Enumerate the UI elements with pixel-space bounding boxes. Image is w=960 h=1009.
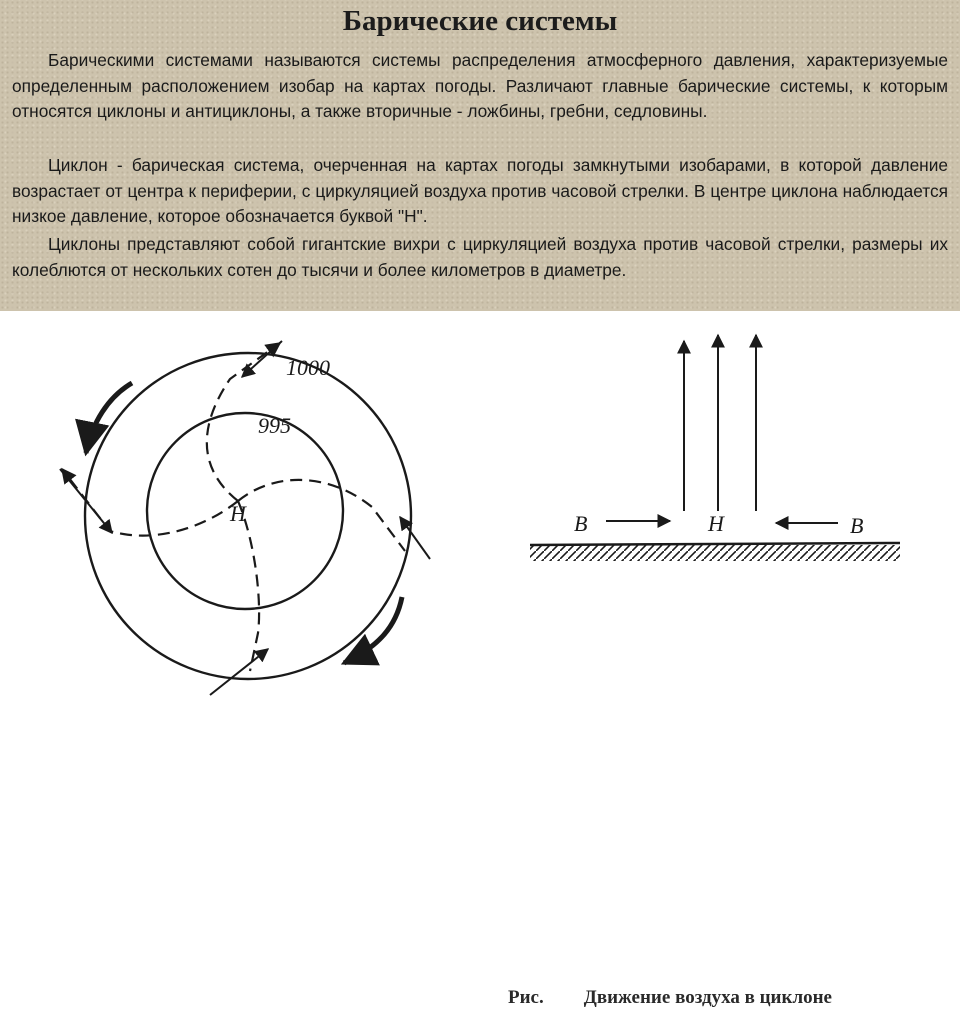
cyclone-plan-diagram — [60, 341, 430, 695]
paragraph-baric-systems: Барическими системами называются системы распределения атмосферного давления, характеризуемые определенным расположением изобар на картах погоды. Различают главные барические системы, к которым относятся циклоны и антициклоны, а также вторичные - ложбины, гребни, седловины. — [12, 50, 948, 121]
paragraph-cyclone-definition: Циклон - барическая система, очерченная на картах погоды замкнутыми изобарами, в которой давление возрастает от центра к периферии, с циркуляцией воздуха против часовой стрелки. В центре циклона наблюдается низкое давление, которое обозначается буквой "Н". — [12, 155, 948, 226]
section-label-right: В — [850, 513, 864, 538]
center-low-label: Н — [230, 501, 246, 526]
paragraph-cyclone-size: Циклоны представляют собой гигантские вихри с циркуляцией воздуха против часовой стрелки, размеры их колеблются от нескольких сотен до тысячи и более километров в диаметре. — [12, 234, 948, 280]
ground-hatching — [530, 545, 900, 561]
inflow-arrow-right — [400, 517, 430, 559]
isobar-label-1000: 1000 — [286, 355, 330, 380]
figure-caption — [508, 987, 832, 1009]
figure-area — [0, 311, 960, 1008]
rotation-arrow-bottom-right — [344, 597, 402, 663]
slide-title: Барические системы — [342, 5, 618, 37]
inflow-arrow-top — [242, 341, 282, 377]
isobar-label-995: 995 — [258, 413, 291, 438]
rotation-arrow-top-left — [86, 383, 132, 453]
streamline-bottom — [238, 501, 259, 671]
isobar-1000 — [85, 353, 411, 679]
text-panel — [0, 0, 960, 311]
caption-prefix: Рис. — [508, 987, 544, 1008]
cyclone-figure — [0, 311, 960, 720]
cyclone-section-diagram — [530, 335, 900, 561]
section-label-left: В — [574, 511, 588, 536]
inflow-arrow-bottom — [210, 649, 268, 695]
caption-text: Движение воздуха в циклоне — [583, 987, 832, 1008]
section-label-center: Н — [708, 511, 724, 536]
streamline-right — [238, 480, 405, 551]
ground-line — [530, 543, 900, 545]
